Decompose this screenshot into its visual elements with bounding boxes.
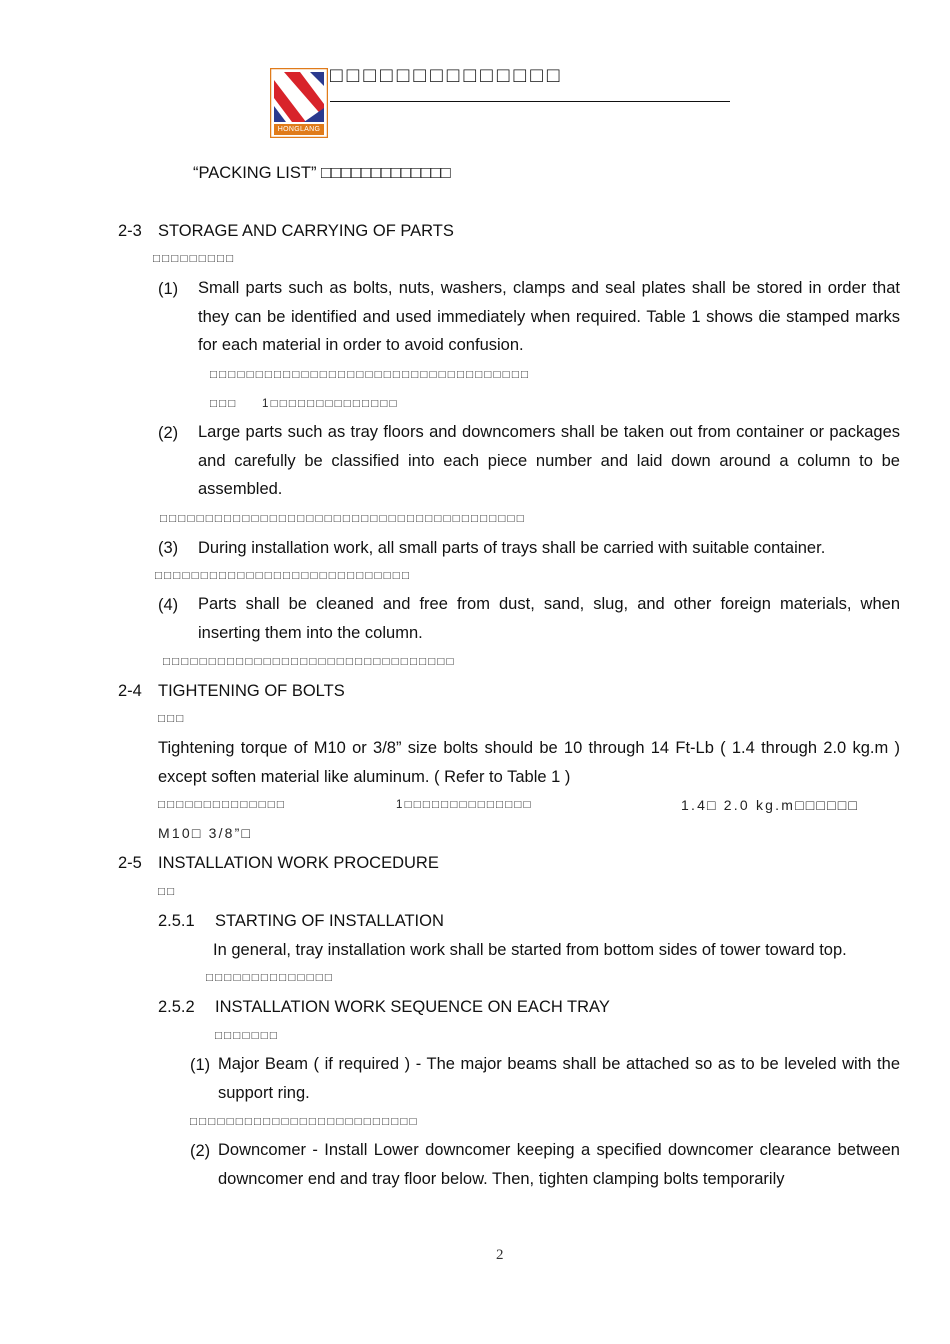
section-text: Tightening torque of M10 or 3/8” size bolts should be 10 through 14 Ft-Lb ( 1.4 through 2.0 kg.m ) except soften material like aluminum. ( Refer to Table 1 ) bbox=[158, 739, 900, 786]
subsection-text-cn: □□□□□□□□□□□□□□ bbox=[206, 972, 335, 984]
logo-text: HONGLANG bbox=[277, 126, 321, 133]
item-text-cn: □□□□□□□□□□□□□□□□□□□□□□□□□□□□□□□□□□□□□□□□ bbox=[160, 513, 526, 525]
section-text-cn: 1□□□□□□□□□□□□□□ bbox=[396, 799, 533, 811]
item-text-cn: □□□ bbox=[210, 398, 238, 410]
section-number: 2-5 bbox=[118, 854, 142, 872]
header-rule bbox=[330, 101, 730, 102]
item-text: Major Beam ( if required ) - The major beams shall be attached so as to be leveled with the support ring. bbox=[218, 1055, 900, 1102]
item-text: Parts shall be cleaned and free from dust, sand, slug, and other foreign materials, when inserting them into the column. bbox=[198, 595, 900, 642]
item-text: Small parts such as bolts, nuts, washers, clamps and seal plates shall be stored in order that they can be identified and used immediately when required. Table 1 shows die stamped marks for each material in order to avoid confusion. bbox=[198, 279, 900, 355]
company-logo bbox=[270, 68, 328, 138]
section-number: 2-4 bbox=[118, 682, 142, 700]
item-text-cn: 1□□□□□□□□□□□□□□ bbox=[262, 398, 399, 410]
subsection-text: In general, tray installation work shall be started from bottom sides of tower toward top. bbox=[213, 941, 847, 959]
item-text-cn: □□□□□□□□□□□□□□□□□□□□□□□□□□□□□□□□□□□ bbox=[210, 369, 531, 381]
section-text-cn: M10□ 3/8”□ bbox=[158, 825, 253, 841]
section-title: INSTALLATION WORK PROCEDURE bbox=[158, 854, 439, 872]
item-number: (2) bbox=[158, 424, 179, 442]
item-text: During installation work, all small parts of trays shall be carried with suitable container. bbox=[198, 539, 826, 557]
subsection-number: 2.5.2 bbox=[158, 998, 195, 1016]
item-number: (1) bbox=[190, 1056, 211, 1074]
subsection-title: STARTING OF INSTALLATION bbox=[215, 912, 444, 930]
company-name: □□□□□□□□□□□□□□ bbox=[330, 64, 564, 87]
item-text: Downcomer - Install Lower downcomer keeping a specified downcomer clearance between downcomer end and tray floor below. Then, tighten clamping bolts temporarily bbox=[218, 1141, 900, 1188]
packing-list-line: “PACKING LIST” □□□□□□□□□□□□□ bbox=[193, 164, 451, 182]
section-text-cn: 1.4□ 2.0 kg.m□□□□□□ bbox=[681, 797, 860, 813]
subsection-number: 2.5.1 bbox=[158, 912, 195, 930]
section-title-cn: □□ bbox=[158, 886, 177, 898]
section-title-cn: □□□ bbox=[158, 713, 186, 725]
item-text-cn: □□□□□□□□□□□□□□□□□□□□□□□□□□□□ bbox=[155, 570, 412, 582]
section-title: STORAGE AND CARRYING OF PARTS bbox=[158, 222, 454, 240]
item-text-cn: □□□□□□□□□□□□□□□□□□□□□□□□□ bbox=[190, 1116, 419, 1128]
section-title-cn: □□□□□□□□□ bbox=[153, 253, 236, 265]
section-title: TIGHTENING OF BOLTS bbox=[158, 682, 345, 700]
subsection-title: INSTALLATION WORK SEQUENCE ON EACH TRAY bbox=[215, 998, 610, 1016]
item-number: (4) bbox=[158, 596, 179, 614]
item-number: (1) bbox=[158, 280, 179, 298]
section-text-cn: □□□□□□□□□□□□□□ bbox=[158, 799, 287, 811]
page-number: 2 bbox=[496, 1247, 504, 1263]
item-number: (2) bbox=[190, 1142, 211, 1160]
item-text-cn: □□□□□□□□□□□□□□□□□□□□□□□□□□□□□□□□ bbox=[163, 656, 456, 668]
item-text: Large parts such as tray floors and downcomers shall be taken out from container or packages and carefully be classified into each piece number and laid down around a column to be assembled. bbox=[198, 423, 900, 499]
section-number: 2-3 bbox=[118, 222, 142, 240]
subsection-title-cn: □□□□□□□ bbox=[215, 1030, 280, 1042]
item-number: (3) bbox=[158, 539, 179, 557]
